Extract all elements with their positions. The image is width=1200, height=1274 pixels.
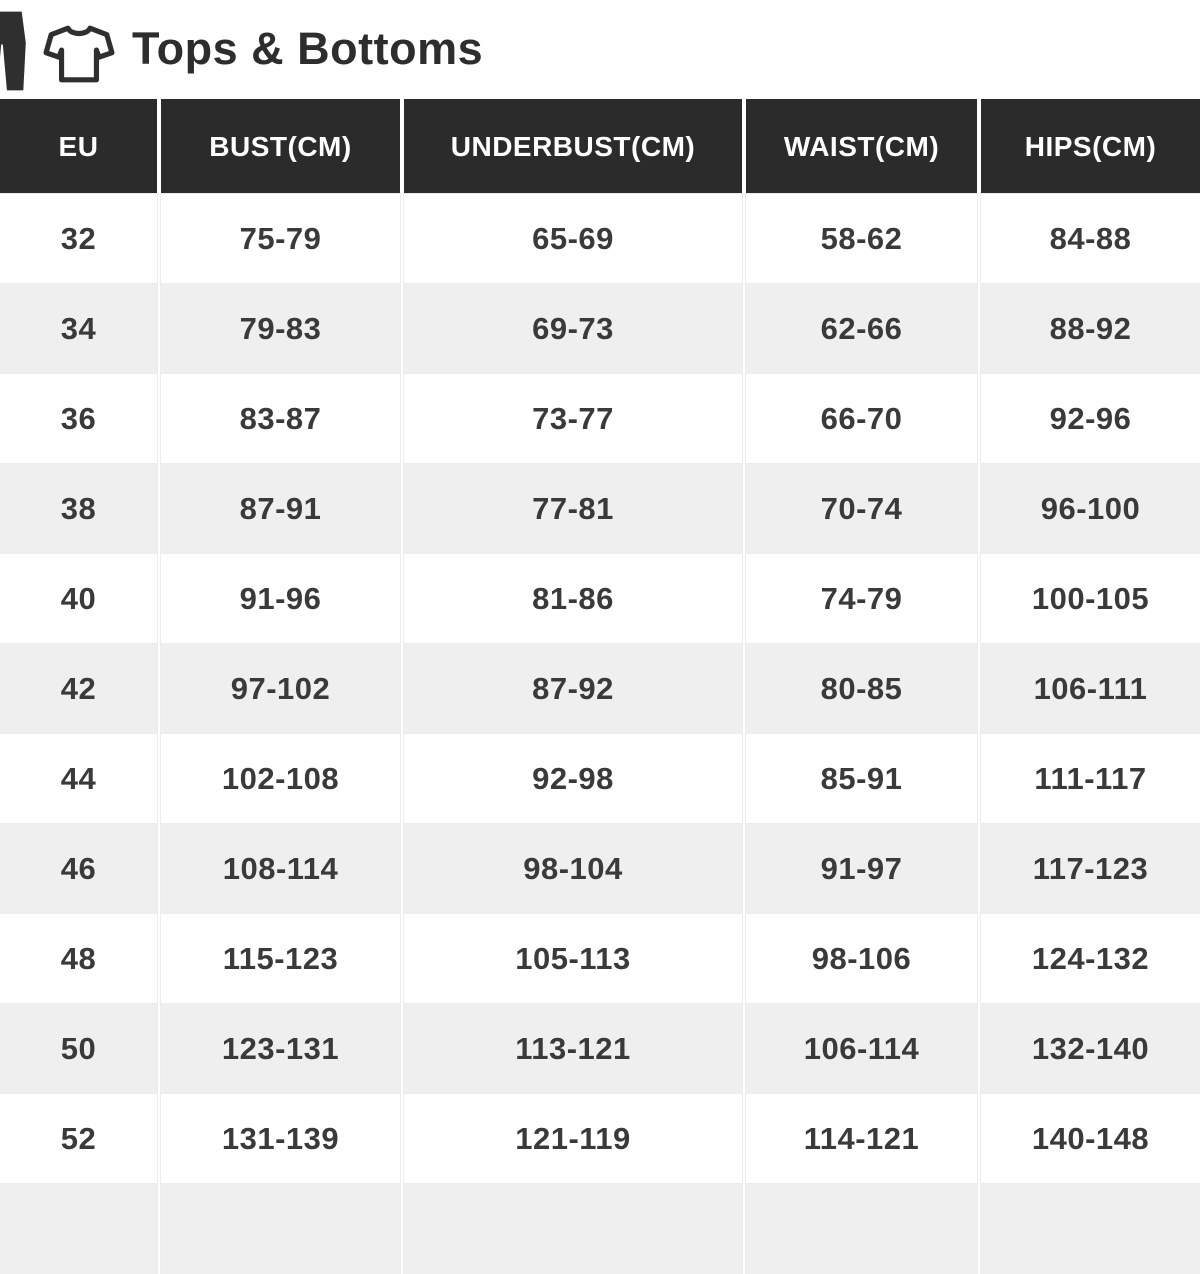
column-header-eu: EU: [0, 99, 157, 194]
table-cell: 92-96: [981, 374, 1200, 464]
table-row: [0, 734, 1200, 824]
table-row-partial: [0, 1184, 1200, 1274]
table-cell: 106-114: [746, 1004, 977, 1094]
table-row: [0, 914, 1200, 1004]
table-cell: 70-74: [746, 464, 977, 554]
table-row: [0, 644, 1200, 734]
table-cell: 91-96: [161, 554, 400, 644]
table-cell: 84-88: [981, 194, 1200, 284]
table-cell: 106-111: [981, 644, 1200, 734]
table-row: [0, 284, 1200, 374]
table-cell: 58-62: [746, 194, 977, 284]
table-row: [0, 1094, 1200, 1184]
table-cell: 69-73: [404, 284, 742, 374]
table-cell: 121-119: [404, 1094, 742, 1184]
table-cell: 66-70: [746, 374, 977, 464]
table-cell: 140-148: [981, 1094, 1200, 1184]
table-cell: 74-79: [746, 554, 977, 644]
table-cell: 80-85: [746, 644, 977, 734]
tshirt-icon: [40, 23, 118, 85]
table-cell: 98-104: [404, 824, 742, 914]
table-cell: 34: [0, 284, 157, 374]
size-table-header: [0, 99, 1200, 194]
header-row: [0, 99, 1200, 194]
table-cell: 42: [0, 644, 157, 734]
table-cell: 32: [0, 194, 157, 284]
table-cell: [0, 1184, 157, 1274]
table-cell: [981, 1184, 1200, 1274]
table-cell: 98-106: [746, 914, 977, 1004]
table-row: [0, 824, 1200, 914]
table-cell: 102-108: [161, 734, 400, 824]
table-cell: 75-79: [161, 194, 400, 284]
table-cell: 85-91: [746, 734, 977, 824]
table-cell: 87-92: [404, 644, 742, 734]
table-cell: 77-81: [404, 464, 742, 554]
table-cell: 87-91: [161, 464, 400, 554]
column-header-waist: WAIST(CM): [746, 99, 977, 194]
table-cell: 117-123: [981, 824, 1200, 914]
table-cell: 62-66: [746, 284, 977, 374]
table-cell: 124-132: [981, 914, 1200, 1004]
table-cell: 81-86: [404, 554, 742, 644]
table-cell: 83-87: [161, 374, 400, 464]
table-row: [0, 464, 1200, 554]
table-cell: 48: [0, 914, 157, 1004]
table-cell: 97-102: [161, 644, 400, 734]
table-cell: 132-140: [981, 1004, 1200, 1094]
column-header-underbust: UNDERBUST(CM): [404, 99, 742, 194]
table-cell: 50: [0, 1004, 157, 1094]
column-header-hips: HIPS(CM): [981, 99, 1200, 194]
table-cell: 100-105: [981, 554, 1200, 644]
table-cell: 91-97: [746, 824, 977, 914]
table-cell: 65-69: [404, 194, 742, 284]
table-cell: 52: [0, 1094, 157, 1184]
page-title: Tops & Bottoms: [132, 22, 484, 74]
table-cell: 44: [0, 734, 157, 824]
table-cell: 92-98: [404, 734, 742, 824]
table-cell: 79-83: [161, 284, 400, 374]
title-bar: [0, 0, 1200, 99]
table-cell: [161, 1184, 400, 1274]
size-table-body: [0, 194, 1200, 1274]
table-cell: 96-100: [981, 464, 1200, 554]
table-cell: 115-123: [161, 914, 400, 1004]
table-cell: 108-114: [161, 824, 400, 914]
table-cell: 105-113: [404, 914, 742, 1004]
table-cell: 88-92: [981, 284, 1200, 374]
table-row: [0, 554, 1200, 644]
column-header-bust: BUST(CM): [161, 99, 400, 194]
table-row: [0, 374, 1200, 464]
table-cell: 36: [0, 374, 157, 464]
table-cell: 113-121: [404, 1004, 742, 1094]
table-cell: 46: [0, 824, 157, 914]
size-chart-table: [0, 99, 1200, 1274]
pants-icon: [0, 10, 34, 92]
table-cell: 123-131: [161, 1004, 400, 1094]
table-row: [0, 1004, 1200, 1094]
table-cell: 114-121: [746, 1094, 977, 1184]
table-cell: 40: [0, 554, 157, 644]
table-cell: 131-139: [161, 1094, 400, 1184]
table-cell: 73-77: [404, 374, 742, 464]
table-cell: 111-117: [981, 734, 1200, 824]
table-cell: [404, 1184, 742, 1274]
table-row: [0, 194, 1200, 284]
table-cell: 38: [0, 464, 157, 554]
table-cell: [746, 1184, 977, 1274]
